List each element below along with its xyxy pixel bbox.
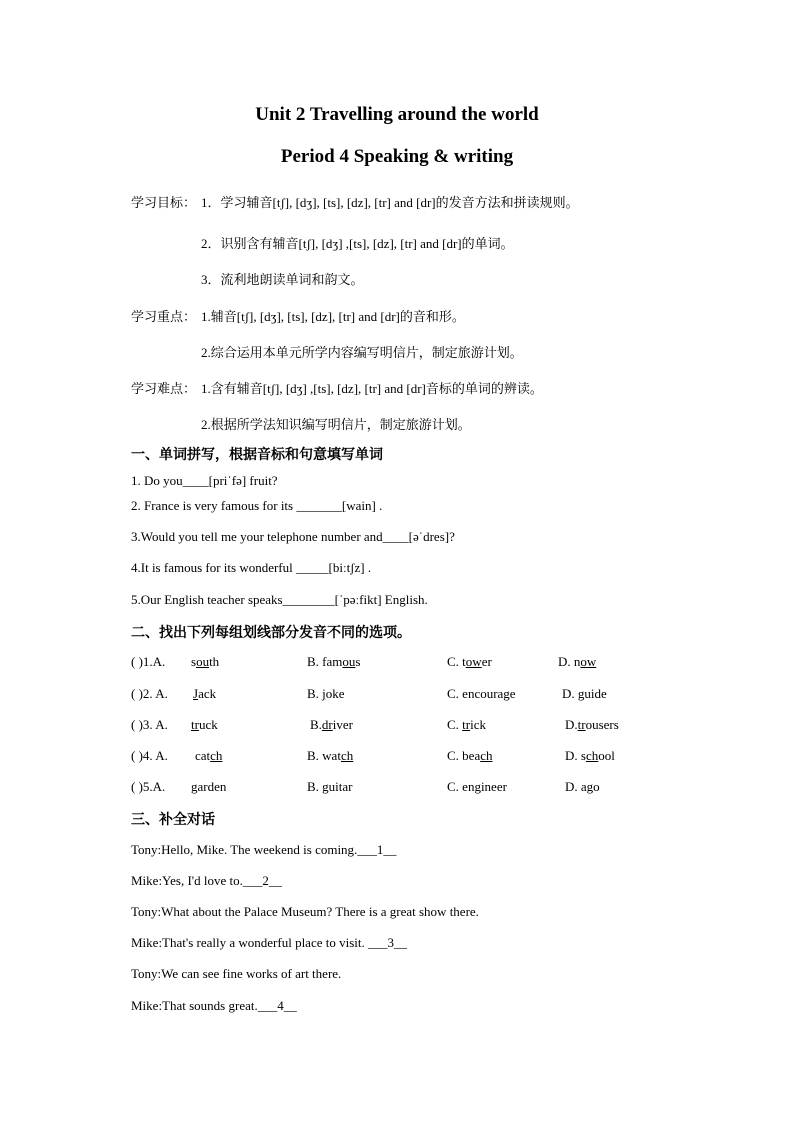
option-d: D. school (565, 748, 615, 763)
spelling-question (131, 560, 371, 576)
phonetic-hint: [wain] . (341, 498, 383, 513)
option-b: B. famous (307, 654, 361, 669)
option-d: D. now (558, 654, 597, 669)
key-point-item: 2.综合运用本单元所学内容编写明信片，制定旅游计划。 (201, 345, 523, 360)
option-c: C. tower (447, 654, 492, 669)
option-b: B. guitar (307, 779, 353, 794)
option-c: C. engineer (447, 779, 507, 794)
phonetic-hint: [priˈfə] fruit? (208, 473, 278, 488)
dialogue-line: Tony:Hello, Mike. The weekend is coming.___1__ (131, 842, 397, 857)
objective-item: 1．学习辅音[tʃ], [dʒ], [ts], [dz], [tr] and [dr]的发音方法和拼读规则。 (201, 195, 579, 210)
difficulty-item: 1.含有辅音[tʃ], [dʒ] ,[ts], [dz], [tr] and [dr]音标的单词的辨读。 (201, 381, 543, 396)
spelling-question (131, 498, 382, 514)
question-text: 3.Would you tell me your telephone number and (131, 529, 383, 544)
key-points-label: 学习重点： (131, 309, 197, 324)
page-title: Unit 2 Travelling around the world (255, 104, 539, 125)
answer-blank[interactable]: _______ (296, 498, 342, 513)
option-c: C. beach (447, 748, 493, 763)
answer-blank[interactable]: ____ (382, 529, 409, 544)
question-text: 4.It is famous for its wonderful (131, 560, 297, 575)
question-text: 1. Do you (131, 473, 183, 488)
option-a: catch (195, 748, 223, 763)
phonetic-hint: [biːtʃz] . (328, 560, 372, 575)
objective-item: 2．识别含有辅音[tʃ], [dʒ] ,[ts], [dz], [tr] and [dr]的单词。 (201, 236, 514, 251)
option-b: B. watch (307, 748, 354, 763)
option-b: B.driver (310, 717, 353, 732)
difficulties-label: 学习难点： (131, 381, 197, 396)
option-a: garden (191, 779, 227, 794)
option-a: truck (191, 717, 218, 732)
answer-blank[interactable]: ________ (282, 592, 335, 607)
answer-blank[interactable]: _____ (296, 560, 329, 575)
pronunciation-question-number[interactable]: ( )5.A. (131, 779, 166, 794)
difficulty-item: 2.根据所学法知识编写明信片，制定旅游计划。 (201, 417, 471, 432)
question-text: 5.Our English teacher speaks (131, 592, 283, 607)
section3-heading: 三、补全对话 (131, 812, 215, 828)
dialogue-blank[interactable]: ___3__ (368, 935, 407, 950)
pronunciation-question-number[interactable]: ( )2. A. (131, 686, 168, 701)
section2-heading: 二、找出下列每组划线部分发音不同的选项。 (131, 625, 411, 641)
option-c: C. trick (447, 717, 487, 732)
spelling-question (131, 592, 428, 608)
dialogue-line: Tony:What about the Palace Museum? There is a great show there. (131, 904, 479, 919)
dialogue-blank[interactable]: ___1__ (357, 842, 397, 857)
objective-item: 3．流利地朗读单词和韵文。 (201, 272, 364, 287)
objectives-label: 学习目标： (131, 195, 197, 210)
option-d: D. ago (565, 779, 600, 794)
page-subtitle: Period 4 Speaking & writing (280, 146, 514, 167)
option-c: C. encourage (447, 686, 516, 701)
pronunciation-question-number[interactable]: ( )4. A. (131, 748, 168, 763)
pronunciation-question-number[interactable]: ( )3. A. (131, 717, 168, 732)
dialogue-blank[interactable]: ___4__ (257, 998, 297, 1013)
phonetic-hint: [əˈdres]? (408, 529, 455, 544)
question-text: 2. France is very famous for its (131, 498, 297, 513)
dialogue-line: Mike:Yes, I'd love to.___2__ (131, 873, 282, 888)
pronunciation-question-number[interactable]: ( )1.A. (131, 654, 166, 669)
option-a: Jack (193, 686, 217, 701)
option-d: D.trousers (565, 717, 619, 732)
option-d: D. guide (562, 686, 607, 701)
dialogue-line: Mike:That's really a wonderful place to visit. ___3__ (131, 935, 407, 950)
spelling-question (131, 529, 455, 545)
key-point-item: 1.辅音[tʃ], [dʒ], [ts], [dz], [tr] and [dr]的音和形。 (201, 309, 465, 324)
dialogue-line: Mike:That sounds great.___4__ (131, 998, 297, 1013)
option-b: B. joke (307, 686, 345, 701)
section1-heading: 一、单词拼写，根据音标和句意填写单词 (131, 447, 383, 463)
spelling-question (131, 473, 278, 489)
option-a: south (191, 654, 220, 669)
dialogue-blank[interactable]: ___2__ (242, 873, 282, 888)
phonetic-hint: [ˈpəːfikt] English. (334, 592, 428, 607)
dialogue-line: Tony:We can see fine works of art there. (131, 966, 342, 981)
answer-blank[interactable]: ____ (182, 473, 209, 488)
